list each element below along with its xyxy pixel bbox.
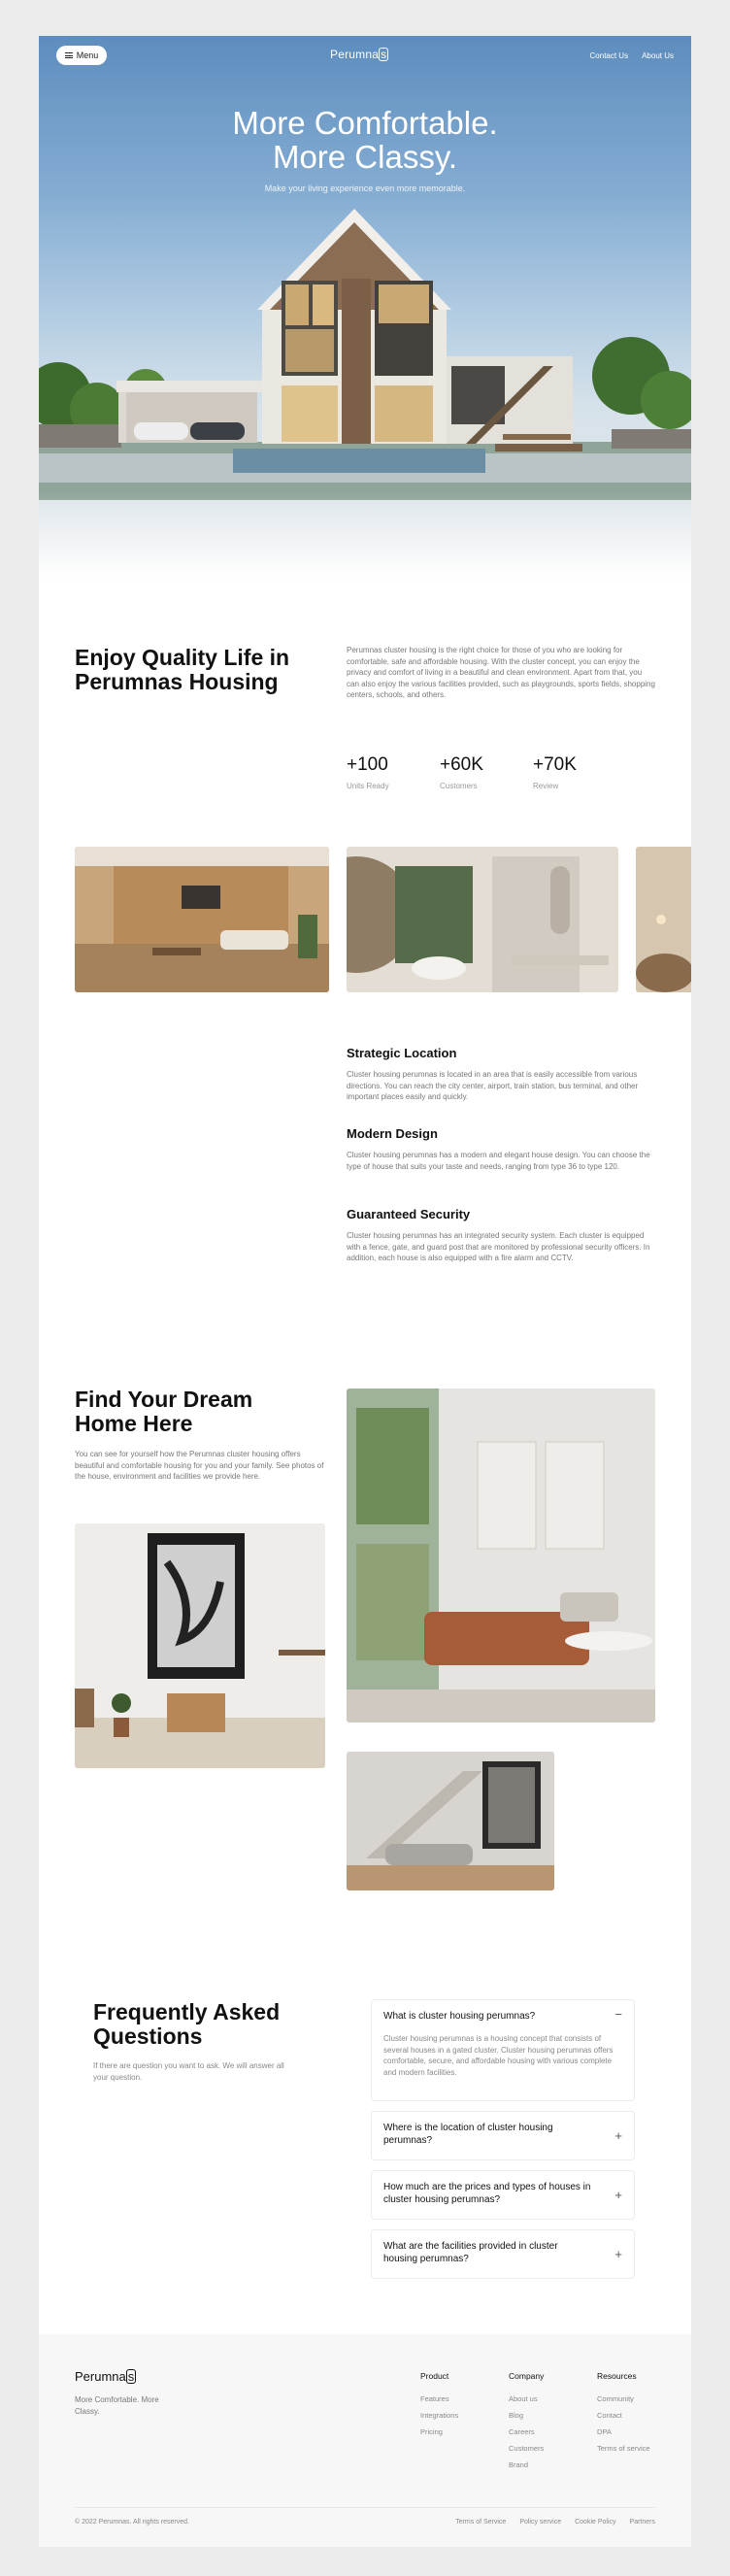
legal-link[interactable]: Cookie Policy — [575, 2519, 616, 2526]
plus-icon[interactable]: + — [614, 2128, 622, 2143]
plus-icon[interactable]: + — [614, 2188, 622, 2202]
hero-section — [39, 36, 691, 580]
logo-box: s — [381, 48, 387, 61]
landing-page — [39, 36, 691, 2547]
hero-fade — [39, 492, 691, 580]
faq-subtitle: If there are question you want to ask. We will answer all your question. — [93, 2061, 284, 2082]
logo-box: s — [127, 2369, 135, 2384]
footer-col-product — [420, 2371, 458, 2444]
feature-title: Modern Design — [347, 1126, 438, 1141]
gallery-photo-bathroom — [347, 847, 618, 992]
footer-col-resources — [597, 2371, 650, 2460]
footer-tagline: More Comfortable. More Classy. — [75, 2395, 159, 2416]
footer-link[interactable]: About us — [509, 2394, 538, 2403]
footer-logo[interactable] — [75, 2369, 136, 2384]
legal-link[interactable]: Terms of Service — [455, 2519, 507, 2526]
faq-question: Where is the location of cluster housing perumnas? — [383, 2123, 553, 2146]
hero-subtitle: Make your living experience even more memorable. — [264, 184, 466, 193]
faq-question: How much are the prices and types of houses in cluster housing perumnas? — [383, 2182, 591, 2205]
top-nav — [590, 51, 674, 60]
minus-icon[interactable]: − — [614, 2007, 622, 2022]
hero-title-line1: More Comfortable. — [232, 105, 498, 141]
hero-title — [39, 106, 691, 174]
dream-photo-living — [347, 1388, 655, 1723]
hero-title-line2: More Classy. — [272, 139, 458, 175]
hamburger-icon — [65, 51, 73, 60]
footer-link[interactable]: Features — [420, 2394, 449, 2403]
logo-text: Perumna — [75, 2369, 126, 2384]
feature-text: Cluster housing perumnas is located in an area that is easily accessible from various directions. You can reach the city center, airport, train station, bus terminal, and other important places easily and quickly. — [347, 1070, 639, 1101]
footer-col-title: Resources — [597, 2371, 637, 2381]
gallery-photo-partial — [636, 847, 691, 992]
stat-label: Units Ready — [347, 782, 389, 790]
footer-link[interactable]: Blog — [509, 2411, 524, 2420]
footer-col-title: Company — [509, 2371, 545, 2381]
footer-link[interactable]: Contact — [597, 2411, 622, 2420]
footer-link[interactable]: Careers — [509, 2427, 535, 2436]
feature-title: Guaranteed Security — [347, 1207, 471, 1221]
faq-item[interactable] — [371, 2170, 635, 2220]
feature-text: Cluster housing perumnas has a modern and elegant house design. You can choose the type of house that suits your taste and needs, ranging from type 36 to type 120. — [347, 1151, 650, 1171]
quality-description: Perumnas cluster housing is the right choice for those of you who are looking for comfortable, safe and affordable housing. With the cluster concept, you can enjoy the privacy and comfort of living in a beautiful and clean environment. Apart from that, you can also enjoy the various facilities provided, such as playgrounds, sports fields, shopping centers, schools, and others. — [347, 646, 655, 699]
stat-customers — [440, 754, 483, 790]
plus-icon[interactable]: + — [614, 2247, 622, 2261]
faq-item-open[interactable] — [371, 1999, 635, 2101]
stat-review — [533, 754, 577, 790]
footer-link[interactable]: Integrations — [420, 2411, 459, 2420]
stat-units — [347, 754, 389, 790]
faq-question: What is cluster housing perumnas? — [383, 2011, 536, 2022]
stat-value: +60K — [440, 754, 483, 775]
feature-title: Strategic Location — [347, 1046, 457, 1060]
gallery-photo-living-room — [75, 847, 329, 992]
stat-label: Customers — [440, 782, 478, 790]
dream-photo-stairs — [347, 1752, 554, 1890]
footer-link[interactable]: Brand — [509, 2460, 529, 2469]
legal-link[interactable]: Partners — [629, 2519, 655, 2526]
stat-value: +70K — [533, 754, 577, 775]
footer-col-title: Product — [420, 2371, 449, 2381]
nav-about-us[interactable]: About Us — [642, 51, 674, 60]
faq-item[interactable] — [371, 2111, 635, 2160]
stat-value: +100 — [347, 754, 388, 775]
dream-title: Find Your Dream Home Here — [75, 1387, 253, 1436]
footer-link[interactable]: DPA — [597, 2427, 612, 2436]
nav-contact-us[interactable]: Contact Us — [589, 51, 629, 60]
dream-photo-chair — [75, 1523, 325, 1768]
copyright: © 2022 Perumnas. All rights reserved. — [75, 2519, 189, 2526]
dream-description: You can see for yourself how the Perumnas cluster housing offers beautiful and comfortable housing for you and your family. See photos of the house, environment and facilities we provide here. — [75, 1450, 324, 1481]
footer-col-company — [509, 2371, 544, 2477]
footer-link[interactable]: Terms of service — [597, 2444, 650, 2453]
stat-label: Review — [533, 782, 559, 790]
faq-answer: Cluster housing perumnas is a housing concept that consists of several houses in a gated cluster. Cluster housing perumnas offers comfortable, secure, and affordable housing with various complete and modern facilities. — [383, 2034, 614, 2077]
quality-title: Enjoy Quality Life in Perumnas Housing — [75, 645, 290, 694]
footer-legal-links — [455, 2519, 655, 2526]
faq-question: What are the facilities provided in cluster housing perumnas? — [383, 2241, 558, 2264]
footer-link[interactable]: Customers — [509, 2444, 545, 2453]
logo[interactable] — [330, 48, 388, 61]
footer-link[interactable]: Pricing — [420, 2427, 443, 2436]
footer — [39, 2334, 691, 2547]
menu-label: Menu — [76, 50, 99, 60]
footer-link[interactable]: Community — [597, 2394, 634, 2403]
faq-item[interactable] — [371, 2229, 635, 2279]
footer-divider — [75, 2507, 655, 2508]
logo-text: Perumna — [330, 48, 380, 61]
feature-text: Cluster housing perumnas has an integrated security system. Each cluster is equipped with a fence, gate, and guard post that are monitored by professional security officers. In addition, each house is also equipped with a fire alarm and CCTV. — [347, 1231, 650, 1262]
faq-title: Frequently Asked Questions — [93, 1999, 281, 2049]
legal-link[interactable]: Policy service — [519, 2519, 562, 2526]
menu-button[interactable] — [56, 46, 107, 65]
